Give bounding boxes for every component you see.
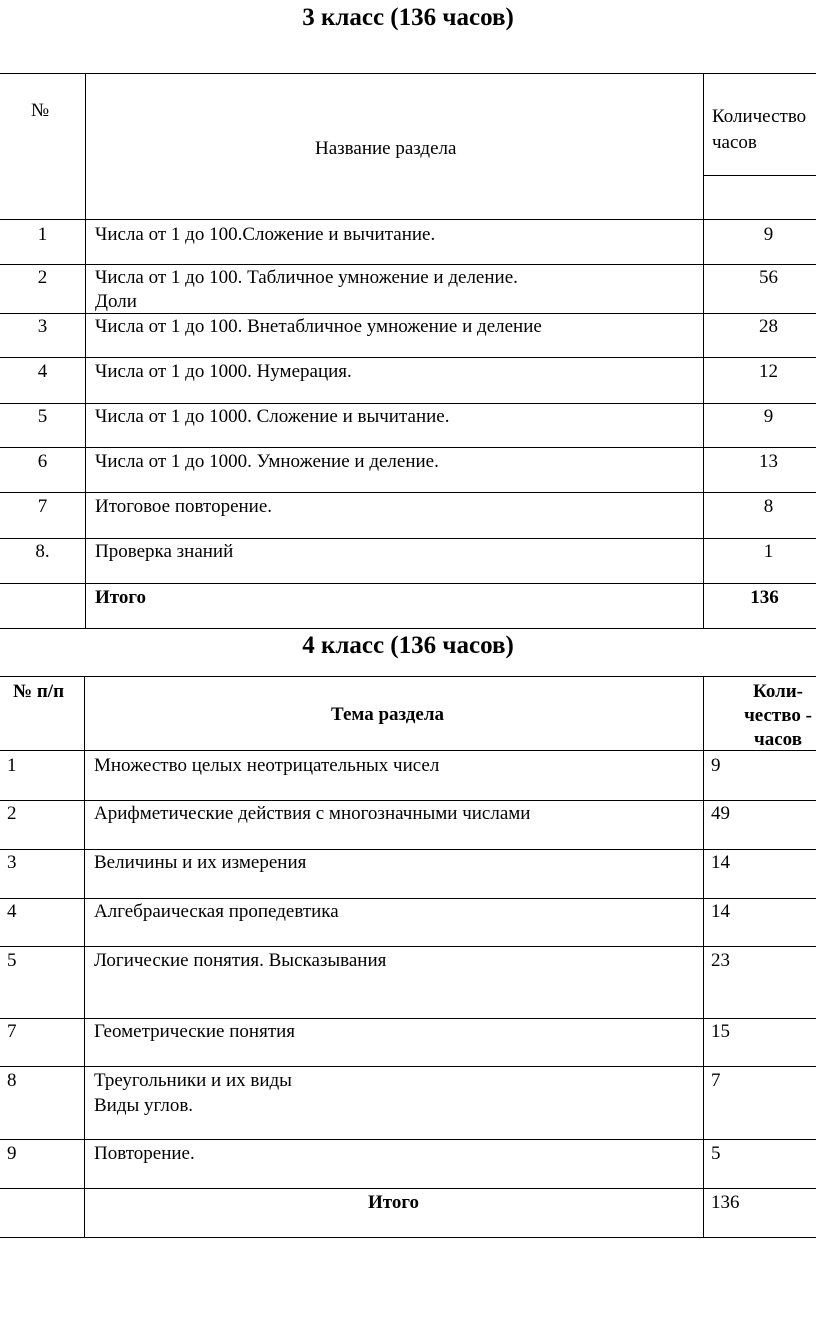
table-border [0,357,816,358]
header-num: № п/п [13,681,65,702]
table-border [703,676,704,1238]
row-name: Треугольники и их виды [94,1070,292,1091]
row-name: Арифметические действия с многозначными числами [94,803,531,824]
table-border [0,1237,816,1238]
table-border [0,750,816,751]
row-num: 5 [7,950,17,971]
table-border [0,73,816,74]
row-num: 7 [37,496,48,517]
row-name: Числа от 1 до 1000. Сложение и вычитание. [95,406,450,427]
row-num: 2 [37,267,48,288]
header-hours-line3: часов [754,729,802,750]
row-name: Геометрические понятия [94,1021,296,1042]
row-num: 8 [7,1070,17,1091]
row-name: Числа от 1 до 100. Внетабличное умножение и деление [95,316,542,337]
header-hours-line2: часов [712,132,757,153]
row-hours: 13 [759,451,778,472]
row-hours: 12 [759,361,778,382]
table-border [84,676,85,1238]
table-border [0,538,816,539]
row-num: 8. [35,541,50,562]
row-hours: 8 [763,496,774,517]
table-border [0,492,816,493]
header-hours-line1: Количество [712,106,807,127]
row-name: Логические понятия. Высказывания [94,950,387,971]
table-border [0,628,816,629]
row-name-line2: Доли [95,291,137,312]
row-hours: 15 [711,1021,730,1042]
table-border [0,583,816,584]
row-num: 3 [37,316,48,337]
row-name: Величины и их измерения [94,852,307,873]
row-name: Числа от 1 до 100.Сложение и вычитание. [95,224,436,245]
row-hours: 14 [711,852,730,873]
row-hours: 49 [711,803,730,824]
table-border [0,264,816,265]
row-hours: 23 [711,950,730,971]
table-border [0,219,816,220]
row-hours: 1 [763,541,774,562]
table-border [0,1188,816,1189]
row-hours: 56 [759,267,778,288]
total-hours: 136 [750,587,779,608]
row-hours: 5 [711,1143,721,1164]
grade3-title: 3 класс (136 часов) [302,4,514,31]
row-num: 5 [37,406,48,427]
header-num: № [31,100,50,121]
table-border [0,676,816,677]
row-num: 2 [7,803,17,824]
row-hours: 9 [711,755,721,776]
row-num: 9 [7,1143,17,1164]
row-hours: 9 [763,224,774,245]
table-border [0,447,816,448]
row-hours: 28 [759,316,778,337]
row-hours: 9 [763,406,774,427]
total-hours: 136 [711,1192,740,1213]
row-num: 7 [7,1021,17,1042]
table-border [0,946,816,947]
row-name: Числа от 1 до 1000. Нумерация. [95,361,352,382]
table-border [0,403,816,404]
total-label: Итого [95,587,147,608]
grade4-title: 4 класс (136 часов) [302,632,514,659]
row-num: 6 [37,451,48,472]
header-name: Название раздела [315,138,457,159]
table-border [0,1018,816,1019]
row-name: Числа от 1 до 1000. Умножение и деление. [95,451,439,472]
row-name: Множество целых неотрицательных чисел [94,755,440,776]
row-name: Итоговое повторение. [95,496,273,517]
table-border [703,175,816,176]
header-name: Тема раздела [331,704,445,725]
row-name-line2: Виды углов. [94,1095,194,1116]
header-hours-line1: Коли- [752,681,803,702]
row-num: 1 [37,224,48,245]
row-name: Повторение. [94,1143,195,1164]
row-num: 3 [7,852,17,873]
row-name: Числа от 1 до 100. Табличное умножение и деление. [95,267,518,288]
row-num: 4 [37,361,48,382]
row-name: Алгебраическая пропедевтика [94,901,339,922]
row-num: 4 [7,901,17,922]
table-border [0,849,816,850]
table-border [0,898,816,899]
row-hours: 14 [711,901,730,922]
table-border [0,800,816,801]
total-label: Итого [367,1192,420,1213]
row-hours: 7 [711,1070,721,1091]
row-name: Проверка знаний [95,541,234,562]
header-hours-line2: чество - [744,705,812,726]
table-border [0,1066,816,1067]
row-num: 1 [7,755,17,776]
table-border [85,73,86,629]
table-border [0,1139,816,1140]
